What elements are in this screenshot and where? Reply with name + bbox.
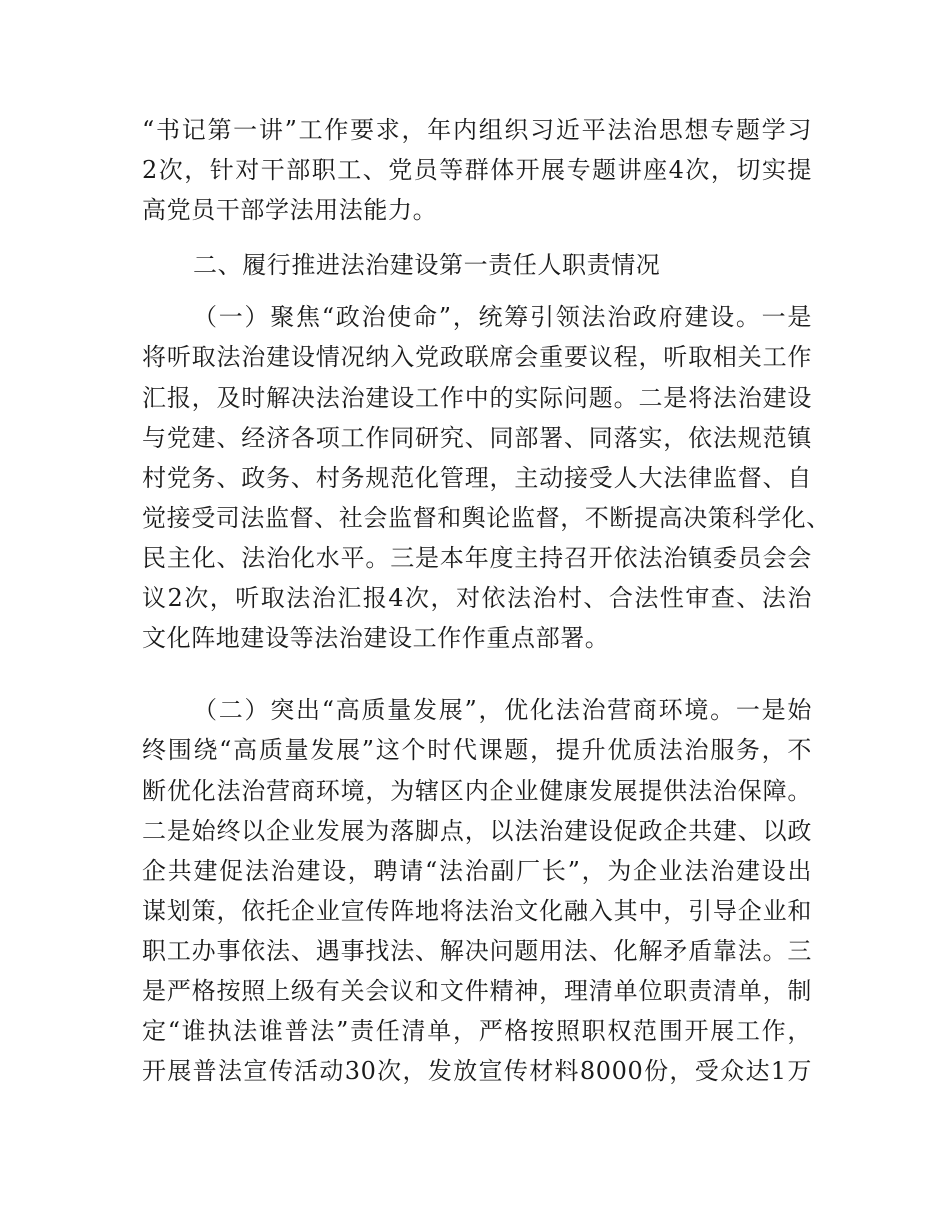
section-heading: 二、履行推进法治建设第一责任人职责情况 (193, 251, 661, 279)
paragraph-line: 职工办事依法、遇事找法、解决问题用法、化解矛盾靠法。三 (142, 937, 812, 965)
paragraph-line: 断优化法治营商环境，为辖区内企业健康发展提供法治保障。 (142, 777, 812, 805)
paragraph-line: 汇报，及时解决法治建设工作中的实际问题。二是将法治建设 (142, 384, 812, 412)
paragraph-line: （二）突出“高质量发展”，优化法治营商环境。一是始 (193, 696, 812, 724)
paragraph-line: 开展普法宣传活动30次，发放宣传材料8000份，受众达1万 (142, 1057, 812, 1085)
paragraph-line: （一）聚焦“政治使命”，统筹引领法治政府建设。一是 (193, 303, 812, 331)
paragraph-line: 终围绕“高质量发展”这个时代课题，提升优质法治服务，不 (142, 736, 812, 764)
paragraph-line: 企共建促法治建设，聘请“法治副厂长”，为企业法治建设出 (142, 857, 812, 885)
paragraph-line: “书记第一讲”工作要求，年内组织习近平法治思想专题学习 (142, 116, 812, 144)
paragraph-line: 定“谁执法谁普法”责任清单，严格按照职权范围开展工作， (142, 1017, 812, 1045)
paragraph-line: 高党员干部学法用法能力。 (142, 196, 438, 224)
paragraph-line: 是严格按照上级有关会议和文件精神，理清单位职责清单，制 (142, 977, 812, 1005)
paragraph-line: 文化阵地建设等法治建设工作作重点部署。 (142, 624, 610, 652)
paragraph-line: 村党务、政务、村务规范化管理，主动接受人大法律监督、自 (142, 464, 812, 492)
paragraph-line: 二是始终以企业发展为落脚点，以法治建设促政企共建、以政 (142, 817, 812, 845)
paragraph-line: 将听取法治建设情况纳入党政联席会重要议程，听取相关工作 (142, 343, 812, 371)
paragraph-line: 与党建、经济各项工作同研究、同部署、同落实，依法规范镇 (142, 424, 812, 452)
paragraph-line: 谋划策，依托企业宣传阵地将法治文化融入其中，引导企业和 (142, 897, 812, 925)
paragraph-line: 议2次，听取法治汇报4次，对依法治村、合法性审查、法治 (142, 584, 812, 612)
paragraph-line: 民主化、法治化水平。三是本年度主持召开依法治镇委员会会 (142, 544, 812, 572)
paragraph-line: 觉接受司法监督、社会监督和舆论监督，不断提高决策科学化、 (142, 504, 831, 532)
paragraph-line: 2次，针对干部职工、党员等群体开展专题讲座4次，切实提 (142, 156, 812, 184)
